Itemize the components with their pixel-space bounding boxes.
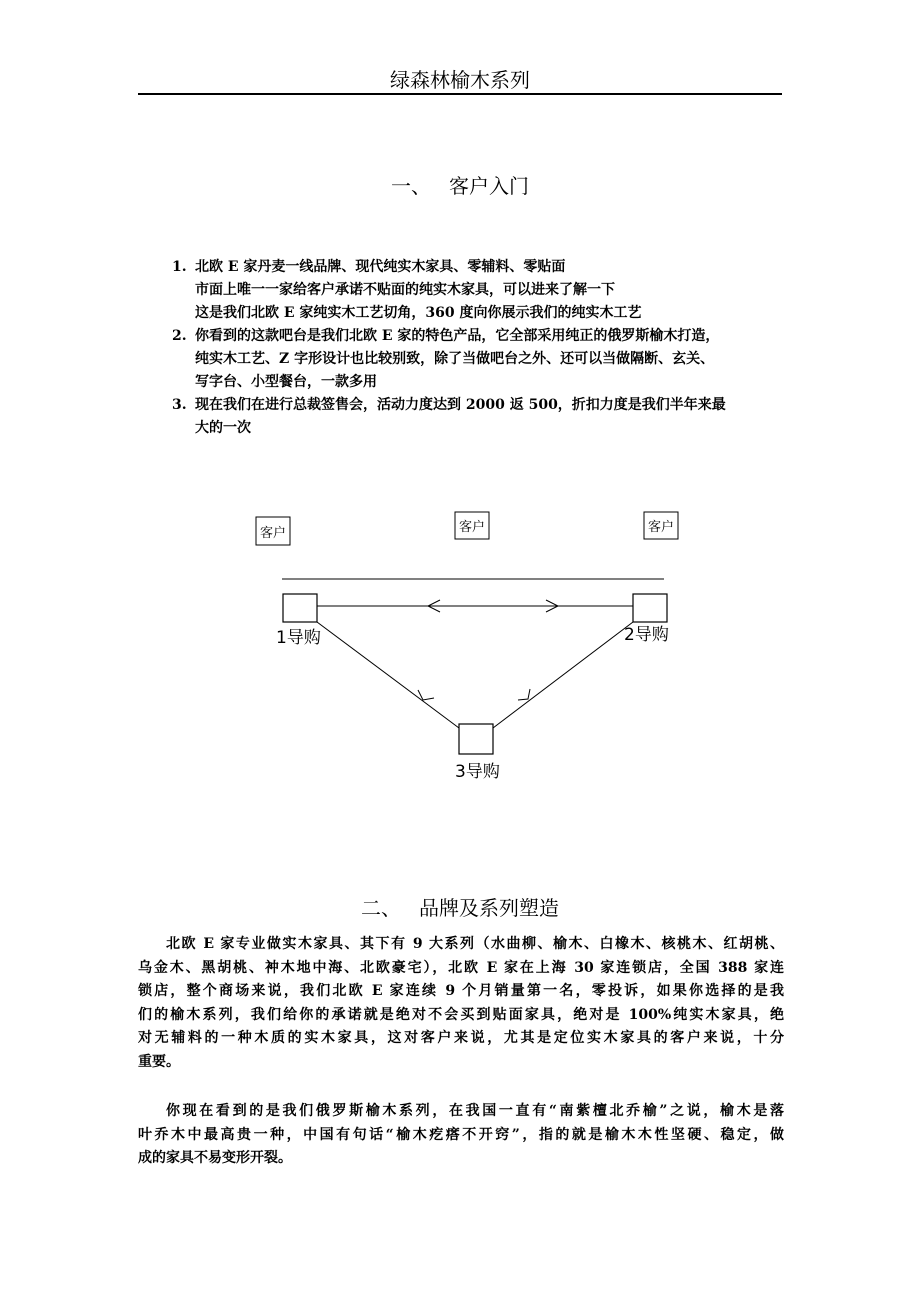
section1-heading bbox=[138, 172, 782, 200]
guide-box-3 bbox=[459, 724, 493, 754]
document-header-title: 绿森林榆木系列 bbox=[390, 68, 530, 92]
paragraph-line: 重要。 bbox=[138, 1053, 180, 1070]
list-item-line: 大的一次 bbox=[195, 420, 251, 436]
list-item-index: 1. bbox=[172, 259, 187, 275]
header-rule bbox=[138, 93, 782, 95]
list-item-line: 你看到的这款吧台是我们北欧 E 家的特色产品，它全部采用纯正的俄罗斯榆木打造， bbox=[195, 328, 720, 344]
customer-label: 客户 bbox=[259, 526, 287, 541]
list-item-index: 2. bbox=[172, 328, 187, 344]
connector-2-3 bbox=[493, 622, 633, 728]
section1-list bbox=[172, 256, 784, 440]
customer-box bbox=[455, 512, 489, 539]
customer-box bbox=[644, 512, 678, 539]
paragraph-line: 你现在看到的是我们俄罗斯榆木系列，在我国一直有“南紫檀北乔榆”之说，榆木是落 bbox=[166, 1103, 784, 1119]
arrowhead-2-3 bbox=[518, 689, 530, 700]
paragraph-line: 乌金木、黑胡桃、衶木地中海、北欧豪宅），北欧 E 家在上海 30 家连锁店，全国 388 家连 bbox=[138, 959, 784, 976]
section2-paragraph-1 bbox=[138, 933, 784, 1074]
paragraph-line: 北欧 E 家专业做实木家具、其下有 9 大系列（水曲柳、榆木、白橡木、核桃木、红胡桃、 bbox=[166, 936, 784, 952]
guide-box-1 bbox=[283, 594, 317, 622]
guide-label-1: 1导购 bbox=[276, 628, 321, 648]
paragraph-line: 们的榆木系列，我们给你的承诺就是绝对不会买到贴面家具，绝对是 100%纯实木家具，绝 bbox=[138, 1006, 784, 1023]
guide-label-2: 2导购 bbox=[624, 625, 669, 645]
list-item-line: 纯实木工艺、Z 字形设计也比较别致，除了当做吧台之外、还可以当做隔断、玄关、 bbox=[195, 351, 715, 367]
guide-label-3: 3导购 bbox=[455, 762, 500, 782]
customer-box bbox=[256, 517, 290, 545]
list-item bbox=[172, 394, 784, 440]
list-item bbox=[172, 256, 784, 325]
list-item-line: 这是我们北欧 E 家纯实木工艺切角，360 度向你展示我们的纯实木工艺 bbox=[195, 305, 642, 321]
list-item-line: 写字台、小型餐台，一款多用 bbox=[195, 374, 377, 390]
section2-paragraph-2 bbox=[138, 1100, 784, 1171]
section2-heading bbox=[138, 894, 782, 922]
list-item-line: 北欧 E 家丹麦一线品牌、现代纯实木家具、零辅料、零贴面 bbox=[195, 259, 566, 275]
paragraph-line: 成的家具不易变形开裂。 bbox=[138, 1150, 292, 1166]
customer-label: 客户 bbox=[458, 520, 486, 535]
arrowhead-left bbox=[428, 600, 440, 612]
arrowhead-1-3 bbox=[418, 690, 434, 700]
list-item-line: 现在我们在进行总裁签售会，活动力度达到 2000 返 500，折扣力度是我们半年来最 bbox=[195, 397, 726, 413]
list-item-line: 市面上唯一一家给客户承诺不贴面的纯实木家具，可以进来了解一下 bbox=[195, 282, 615, 298]
guide-box-2 bbox=[633, 594, 667, 622]
connector-1-3 bbox=[317, 622, 459, 728]
paragraph-line: 对无辅料的一种木质的实木家具，这对客户来说，尤其是定位实木家具的客户来说，十分 bbox=[138, 1030, 784, 1046]
customer-label: 客户 bbox=[647, 520, 675, 535]
section2-title: 品牌及系列塑造 bbox=[419, 896, 559, 920]
section1-number: 一、 bbox=[391, 174, 431, 198]
paragraph-line: 锁店，整个商场来说，我们北欧 E 家连续 9 个月销量第一名，零投诉，如果你选择的是我 bbox=[138, 983, 784, 999]
list-item-index: 3. bbox=[172, 397, 187, 413]
section1-title: 客户入门 bbox=[449, 174, 529, 198]
arrowhead-right bbox=[546, 600, 558, 612]
list-item bbox=[172, 325, 784, 394]
paragraph-line: 叶乔木中最高贵一种，中国有句话“榆木疙瘩不开窍”，指的就是榆木木性坚硬、稳定，做 bbox=[138, 1126, 784, 1143]
section2-number: 二、 bbox=[361, 896, 401, 920]
